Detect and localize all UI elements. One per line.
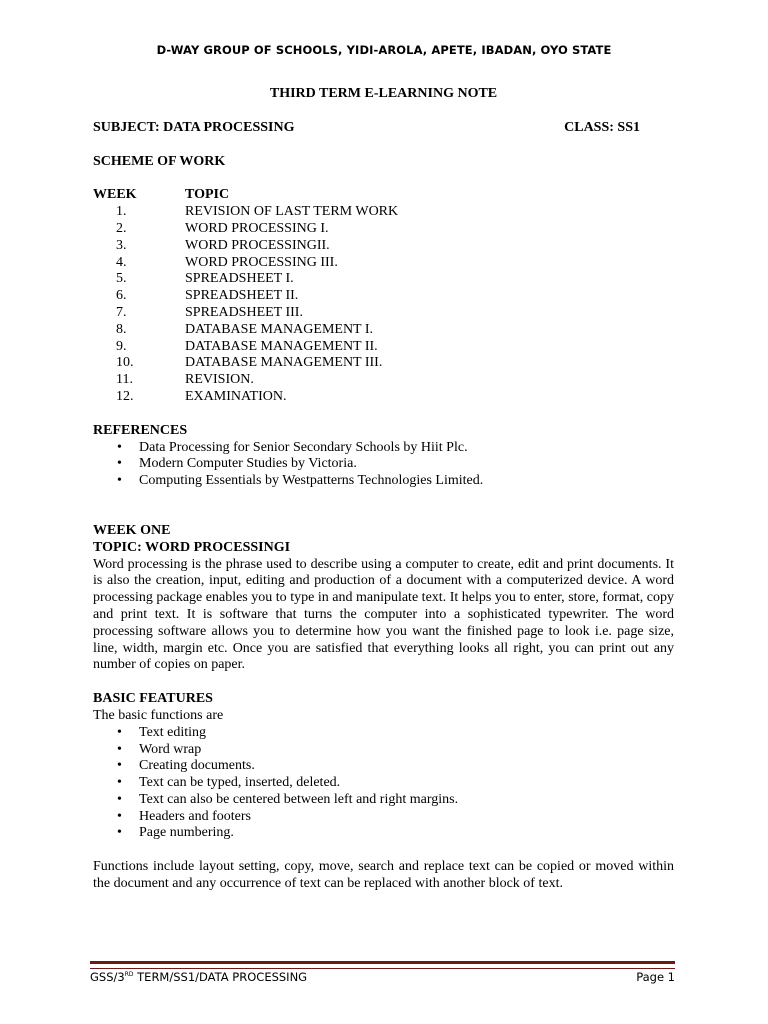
scheme-week-number: 11. [116, 372, 133, 388]
scheme-topic: WORD PROCESSING I. [185, 220, 329, 236]
list-item [117, 808, 674, 826]
scheme-row [93, 238, 674, 255]
bullet-icon: • [117, 456, 122, 472]
references-list [93, 440, 674, 490]
footer-course-label: GSS/3RD TERM/SS1/DATA PROCESSING [90, 970, 308, 984]
subject-row [93, 120, 674, 137]
basic-features-heading: BASIC FEATURES [93, 691, 213, 707]
basic-features-list [93, 725, 674, 843]
list-item [117, 791, 674, 809]
scheme-row [93, 271, 674, 288]
list-item [117, 741, 674, 759]
document-title: THIRD TERM E-LEARNING NOTE [269, 86, 498, 101]
week-one-heading: WEEK ONE [93, 522, 171, 538]
list-item-text: Page numbering. [139, 825, 234, 841]
scheme-row [93, 389, 674, 406]
scheme-topic: DATABASE MANAGEMENT I. [185, 321, 374, 337]
bullet-icon: • [117, 473, 122, 489]
scheme-row [93, 305, 674, 322]
list-item-text: Text editing [139, 724, 207, 740]
list-item [117, 473, 674, 490]
scheme-week-number: 1. [116, 204, 127, 220]
list-item [117, 439, 674, 457]
scheme-week-number: 4. [116, 254, 127, 270]
bullet-icon: • [117, 439, 122, 455]
list-item-text: Text can also be centered between left and right margins. [139, 791, 459, 807]
school-header: D-WAY GROUP OF SCHOOLS, YIDI-AROLA, APETE, IBADAN, OYO STATE [156, 43, 612, 57]
list-item [117, 775, 674, 792]
list-item [117, 724, 674, 742]
page-footer [90, 970, 675, 984]
scheme-week-number: 6. [116, 288, 127, 304]
bullet-icon: • [117, 791, 122, 807]
list-item-text: Word wrap [139, 741, 202, 757]
week-column-header: WEEK [93, 187, 137, 203]
footer-rule [90, 961, 675, 969]
scheme-topic: WORD PROCESSING III. [185, 254, 338, 270]
bullet-icon: • [117, 758, 122, 774]
references-heading: REFERENCES [93, 422, 188, 438]
week-one-paragraph: Word processing is the phrase used to describe using a computer to create, edit and print documents. It is also the creation, input, editing and production of a document with a computerized device. A word processing package enables you to type in and manipulate text. It helps you to enter, store, format, copy and print text. It is software that turns the computer into a sophisticated typewriter. The word processing software allows you to determine how you want the finished page to look i.e. page size, line, width, margin etc. Once you are satisfied that everything looks all right, you can print out any number of copies on paper. [93, 556, 674, 673]
scheme-topic: REVISION. [185, 372, 254, 388]
functions-paragraph: Functions include layout setting, copy, move, search and replace text can be copied or moved within the document and any occurrence of text can be replaced with another block of text. [93, 859, 674, 892]
scheme-topic: SPREADSHEET III. [185, 304, 303, 320]
list-item-text: Modern Computer Studies by Victoria. [139, 456, 357, 472]
bullet-icon: • [117, 808, 122, 824]
scheme-topic: SPREADSHEET II. [185, 288, 299, 304]
list-item [117, 758, 674, 775]
scheme-row [93, 355, 674, 372]
scheme-table-header [93, 187, 674, 204]
bullet-icon: • [117, 775, 122, 791]
bullet-icon: • [117, 825, 122, 841]
list-item-text: Headers and footers [139, 808, 251, 824]
scheme-row [93, 204, 674, 221]
scheme-week-number: 8. [116, 321, 127, 337]
scheme-week-number: 12. [116, 388, 134, 404]
scheme-topic: EXAMINATION. [185, 388, 287, 404]
scheme-week-number: 2. [116, 220, 127, 236]
scheme-row [93, 339, 674, 356]
scheme-table [93, 187, 674, 405]
class-label: CLASS: SS1 [564, 119, 640, 135]
list-item [117, 825, 674, 842]
scheme-row [93, 288, 674, 305]
scheme-topic: REVISION OF LAST TERM WORK [185, 204, 399, 220]
scheme-week-number: 9. [116, 338, 127, 354]
basic-features-intro: The basic functions are [93, 707, 224, 723]
scheme-row [93, 322, 674, 339]
list-item [117, 456, 674, 473]
list-item-text: Creating documents. [139, 758, 255, 774]
page-number: Page 1 [636, 970, 675, 984]
scheme-heading: SCHEME OF WORK [93, 153, 226, 169]
topic-column-header: TOPIC [185, 187, 230, 203]
scheme-week-number: 5. [116, 271, 127, 287]
scheme-row [93, 221, 674, 238]
scheme-row [93, 255, 674, 272]
scheme-week-number: 3. [116, 237, 127, 253]
scheme-topic: WORD PROCESSINGII. [185, 237, 330, 253]
list-item-text: Data Processing for Senior Secondary Schools by Hiit Plc. [139, 439, 468, 455]
scheme-week-number: 7. [116, 304, 127, 320]
list-item-text: Computing Essentials by Westpatterns Technologies Limited. [139, 473, 484, 489]
list-item-text: Text can be typed, inserted, deleted. [139, 775, 341, 791]
scheme-topic: DATABASE MANAGEMENT III. [185, 355, 383, 371]
scheme-topic: DATABASE MANAGEMENT II. [185, 338, 378, 354]
week-one-topic: TOPIC: WORD PROCESSINGI [93, 539, 291, 555]
scheme-topic: SPREADSHEET I. [185, 271, 294, 287]
bullet-icon: • [117, 724, 122, 740]
bullet-icon: • [117, 741, 122, 757]
scheme-rows [93, 204, 674, 406]
scheme-row [93, 372, 674, 389]
subject-label: SUBJECT: DATA PROCESSING [93, 119, 295, 135]
document-body [93, 86, 674, 893]
scheme-week-number: 10. [116, 355, 134, 371]
